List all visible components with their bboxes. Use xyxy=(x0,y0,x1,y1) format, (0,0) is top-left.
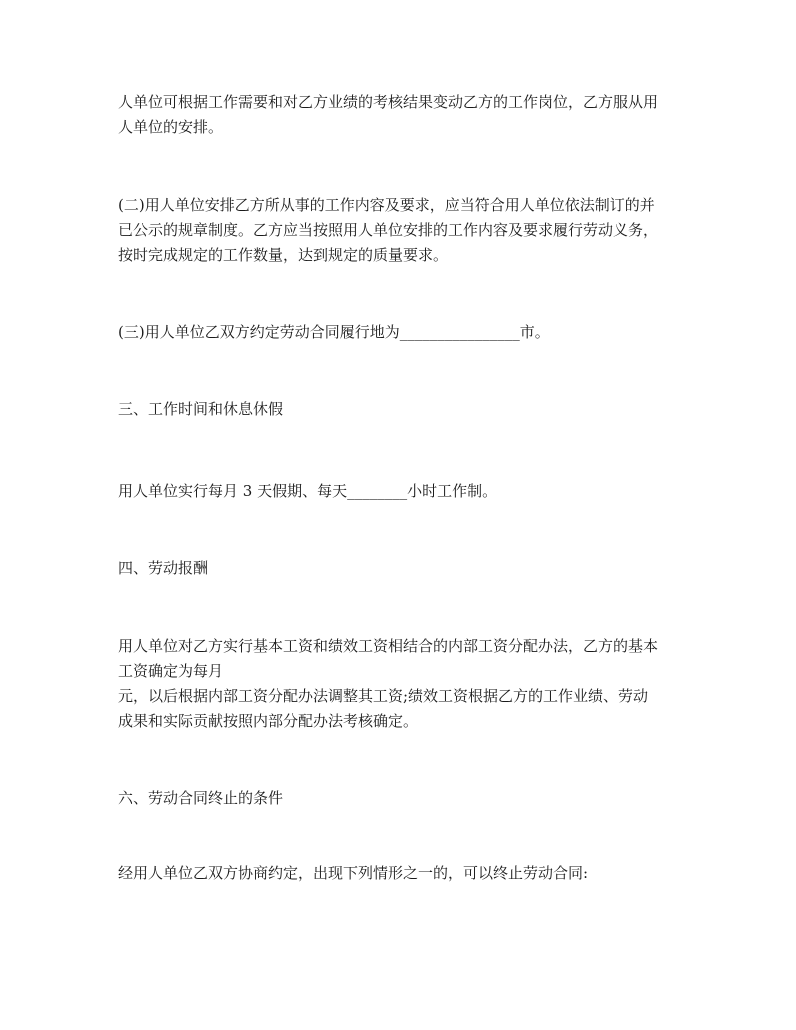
text-line: 经用人单位乙双方协商约定，出现下列情形之一的，可以终止劳动合同: xyxy=(118,864,589,882)
text-line: 已公示的规章制度。乙方应当按照用人单位安排的工作内容及要求履行劳动义务， xyxy=(118,221,659,239)
text-line: (二)用人单位安排乙方所从事的工作内容及要求，应当符合用人单位依法制订的并 xyxy=(118,196,655,214)
paragraph-work-content xyxy=(118,193,690,268)
paragraph-salary xyxy=(118,634,690,734)
text-line: 元，以后根据内部工资分配办法调整其工资;绩效工资根据乙方的工作业绩、劳动 xyxy=(118,687,649,705)
text-line: 成果和实际贡献按照内部分配办法考核确定。 xyxy=(118,712,419,730)
paragraph-job-adjustment xyxy=(118,90,690,140)
heading-text: 三、工作时间和休息休假 xyxy=(118,400,284,418)
text-line: 人单位可根据工作需要和对乙方业绩的考核结果变动乙方的工作岗位，乙方服从用 xyxy=(118,93,659,111)
section-heading-remuneration xyxy=(118,556,690,581)
text-line: (三)用人单位乙双方约定劳动合同履行地为________________市。 xyxy=(118,323,550,341)
text-line: 工资确定为每月 xyxy=(118,662,224,680)
text-line: 人单位的安排。 xyxy=(118,118,224,136)
text-line: 用人单位对乙方实行基本工资和绩效工资相结合的内部工资分配办法，乙方的基本 xyxy=(118,637,659,655)
text-line: 用人单位实行每月 3 天假期、每天________小时工作制。 xyxy=(118,482,498,500)
paragraph-work-location xyxy=(118,320,690,345)
section-heading-work-hours xyxy=(118,397,690,422)
section-heading-termination xyxy=(118,786,690,811)
paragraph-work-schedule xyxy=(118,479,690,504)
paragraph-termination-conditions xyxy=(118,861,690,886)
heading-text: 四、劳动报酬 xyxy=(118,559,209,577)
text-line: 按时完成规定的工作数量，达到规定的质量要求。 xyxy=(118,246,449,264)
heading-text: 六、劳动合同终止的条件 xyxy=(118,789,284,807)
